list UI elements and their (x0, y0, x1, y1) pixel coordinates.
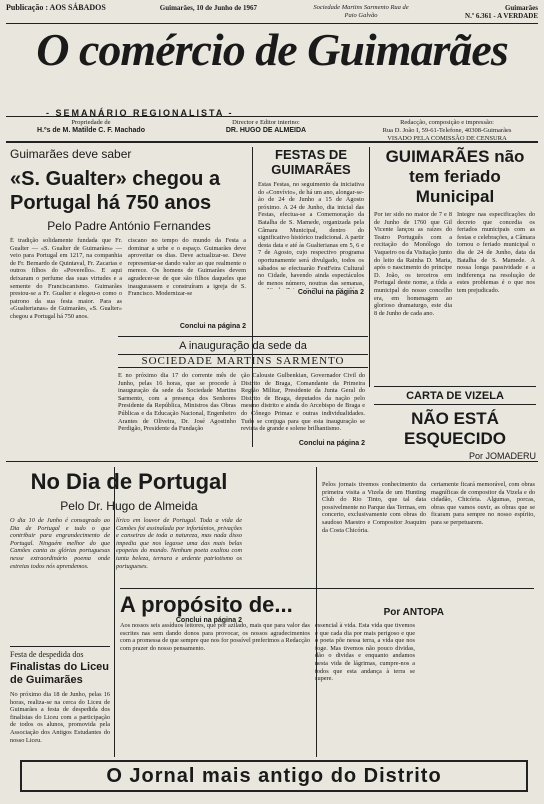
article-headline: GUIMARÃES não tem feriado Municipal (385, 147, 525, 206)
article-feriado (374, 147, 536, 401)
footer-slogan: O Jornal mais antigo do Distrito (106, 764, 442, 787)
info-bar (6, 116, 538, 143)
article-body: ciscano no tempo do mundo da Festa a dominar a urbe e o espaço. Guimarães deve aproveitar os dias. Deve actualizar-se. Deve representar-se dando valor ao que realmente o merece. Os homens de Guimarães devem agradecer-se de que são filhos daqueles que inaugurassem e construíram a igreja de S. Francisco. Modernizar-se (128, 237, 246, 298)
article-proposito (120, 585, 534, 752)
article-body: Pelos jornais tivemos conhecimento da primeira visita a Vizela de um Hunting Club do Rio Tinto, que tal data possivelmente no Parque das Termas, em concerto, exclusivamente com obras do saudoso Maestro e Compositor Joaquim da Costa Chicória. (322, 481, 426, 534)
continued-note: Conclui na página 2 (175, 617, 242, 624)
article-kicker: Guimarães deve saber (10, 147, 132, 161)
director-name: DR. HUGO DE ALMEIDA (225, 127, 307, 134)
continued-note: Conclui na página 2 (298, 440, 365, 447)
article-kicker: Festa de despedida dos (10, 650, 84, 659)
owner-label: Propriedade de (71, 119, 111, 126)
article-kicker: A inauguração da sede da (179, 340, 307, 352)
dateline: Guimarães, 10 de Junho de 1967 (159, 4, 258, 12)
redaction-line-2: Rua D. João I, 59-61-Telefone, 40308-Guimarães (382, 127, 512, 134)
article-headline: Finalistas do Liceu de Guimarães (10, 661, 110, 686)
article-body: essencial à vida. Esta vida que tivemos e que cada dia por mais perigoso e que o poeta põe nessa terra, a vida que nos foge. Mas tivemos não pouco dividas, dão o dividas e enquanto andamos nesta vida de lágrimas, cumpre-nos a todos que esta andança à terra se supere. (315, 622, 415, 683)
newspaper-page (6, 4, 538, 796)
owner-info (6, 119, 176, 139)
article-festas (258, 147, 364, 296)
masthead (6, 24, 538, 118)
article-banner: SOCIEDADE MARTINS SARMENTO (118, 354, 368, 368)
article-byline: Pelo Padre António Fernandes (47, 219, 211, 233)
article-body: Aos nossos seis assíduos leitores, que por azilado, mais que para valor das escrites nas sem dando donos para provocar, os nossos agradecimentos com a promessa de que sempre que nos for possível preferimos a Redacção com prazer do nosso pensamento. (120, 622, 310, 652)
article-headline: No Dia de Portugal (30, 469, 228, 494)
article-body: O dia 10 de Junho é consagrado ao Dia de Portugal e tudo o que contribuir para engrandecimento de Portugal. Ninguém melhor do que Camões canta as glórias portuguesas nesse extraordinário poema onde estreias todos nós aprendemos. (10, 517, 110, 570)
section-rule (6, 461, 538, 462)
continued-note: Conclui na página 2 (179, 323, 246, 330)
article-body: E no próximo dia 17 do corrente mês de Junho, pelas 16 horas, que se procede à inauguração da sede da Sociedade Martins Sarmento, com a presença dos Senhores Presidente da República, Ministros das Obras Públicas e da Educação Nacional, Engenheiro Arantes de Oliveira, Dr. José Agostinho Perdigão, Presidente da Fundação (118, 372, 236, 433)
article-finalistas (10, 643, 110, 775)
divider (120, 588, 534, 589)
article-body: Integre nas especificações do decreto que concedia os feriados municipais com as festas e celebrações, a Câmara tornou o feriado municipal o dia de 24 de Junho, data da Batalha de S. Mamede. A nossa longa passividade e a indiferença na resolução de estes problemas é o que nos tem prejudicado. (457, 211, 535, 294)
owner-name: H.ºs de M. Matilde C. F. Machado (37, 127, 145, 134)
masthead-subtitle: - SEMANÁRIO REGIONALISTA - (46, 108, 234, 118)
city-label: Guimarães (504, 4, 538, 12)
redaction-line-1: Redacção, composição e impressão: (400, 119, 494, 126)
redaction-line-3: VISADO PELA COMISSÃO DE CENSURA (387, 135, 507, 142)
article-body: Por ter sido no maior de 7 e 8 de Junho de 1760 que Gil Vicente lançou as raízes do Teatro Português com a recitação do Monólogo do Vaqueiro ou da Visitação junto do leito da Rainha D. Maria, após o nascimento do príncipe D. João, os terceiros em Portugal deste nome, a tôda a municipal do nosso concelho era, em homenagem ao glorioso dramaturgo, este dia 8 de Junho de cada ano. (374, 211, 452, 317)
article-body: certamente ficará memorável, com obras magníficas de compositor da Vizela e do cidadão, Chicória. Algumas, porcas, obras que vamos ouvir, as obras que se ficaram para sempre no nosso espírito, para se perpetuarem. (431, 481, 535, 526)
masthead-title: O comércio de Guimarães (36, 24, 508, 75)
article-body: lírico em louvor de Portugal. Toda a vida de Camões foi assinalada por infortúnios, privações e canseiras de toda a natureza, mas nada disso impediu que nos legasse uma das mais belas epopeias do mundo. Nenhum poeta exaltou com tanta beleza, ternura e ardente patriotismo os portugueses. (116, 517, 242, 570)
article-sociedade (118, 333, 368, 448)
article-vizela (374, 383, 536, 461)
article-body: É tradição solidamente fundada que Fr. Gualter — «S. Gualter de Guimarães» — veio para Portugal em 1217, na companhia de Fr. Bernardo de Quintaval, Fr. Zacarias e outros filhos do «Poverello». E aqui deixaram o perfume das suas virtudes e a semente do Franciscanismo. Guimarães prestou-se a Fr. Gualter e elegeu-o como o patrono da sua festa maior. Para as «Gualterianas» de Guimarães, «S. Gualter» chegou a Portugal há 750 anos. (10, 237, 122, 320)
top-line (6, 4, 538, 24)
article-byline: Por JOMADERU (468, 451, 536, 461)
column-rule (369, 147, 370, 387)
content-columns (6, 143, 538, 768)
issue-number (465, 4, 538, 20)
continued-note: Conclui na página 2 (297, 289, 364, 296)
article-body: No próximo dia 18 de Junho, pelas 16 horas, realiza-se na cerca do Liceu de Guimarães a festa de despedida dos finalistas do Liceu com a participação de todos os alunos, promovida pela Associação dos Antigos Estudantes do nosso Liceu. (10, 691, 110, 744)
article-headline: «S. Gualter» chegou a Portugal há 750 anos (10, 168, 221, 214)
article-vizela-body (322, 481, 536, 571)
director-info (176, 119, 356, 139)
redaction-info (356, 119, 538, 142)
article-headline: A propósito de... (120, 592, 293, 617)
divider (374, 386, 536, 387)
director-label: Director e Editor interino: (232, 119, 300, 126)
article-kicker: CARTA DE VIZELA (374, 390, 536, 405)
issue-label: N.º 6.361 - A VERDADE (465, 12, 538, 20)
divider (118, 336, 368, 337)
footer-banner (20, 760, 528, 792)
article-byline: Por ANTOPA (383, 607, 444, 618)
article-body: Estas Festas, no seguimento da iniciativa do «Convívio», de há um ano, alongar-se-ão de 24 de Junho a 15 de Agosto próximo. A 24 de Junho, dia inicial das Festas, efectua-se a Comemoração da Batalha de S. Mamede, organizada pela Câmara Municipal, dentro do significativo histórico tradicional. A partir desta data e até às Gualterianas em 5, 6 e 7 de Agosto, cujo respectivo programa oportunamente será divulgado, todos os sábados se efectuarão FestFeira Cultural no Cidade, havendo ainda espectáculos de menos número, noutras das semanas, (258, 181, 364, 287)
article-headline: NÃO ESTÁ ESQUECIDO (403, 409, 507, 448)
sociedade-address: Sociedade Martins Sarmento Rua de Paio Galvão (313, 4, 409, 19)
divider (10, 646, 110, 647)
article-byline: Pelo Dr. Hugo de Almeida (60, 499, 198, 513)
article-body: ção Calouste Gulbenkian, Governador Civil do Distrito de Braga, Comandante da Primeira Região Militar, Presidente da Junta Geral do Distrito de Braga, deputados da nação pelo mesmo distrito e ainda do Arcebispo de Braga e do Cônego Primaz e outras individualidades. Tudo se conjuga para que esta inauguração se revista de grande e solene brilhantismo. (241, 372, 365, 433)
article-headline: FESTAS DE GUIMARÃES (271, 147, 351, 177)
publication-schedule: Publicação : AOS SÁBADOS (6, 3, 106, 12)
